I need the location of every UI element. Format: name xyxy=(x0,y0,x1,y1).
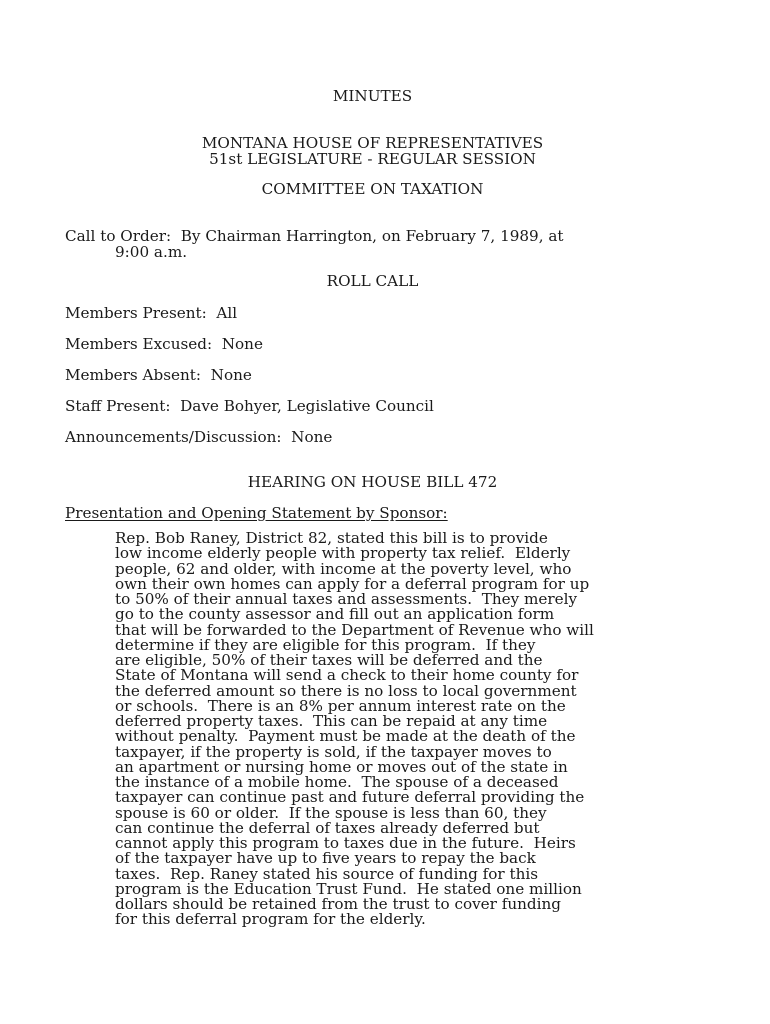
paragraph-line: program is the Education Trust Fund. He stated one million xyxy=(115,879,582,898)
paragraph-line: people, 62 and older, with income at the poverty level, who xyxy=(115,559,572,578)
paragraph-line: to 50% of their annual taxes and assessments. They merely xyxy=(115,590,578,608)
paragraph-line: taxpayer, if the property is sold, if the taxpayer moves to xyxy=(115,742,552,761)
members-absent: Members Absent: None xyxy=(65,366,252,384)
members-excused: Members Excused: None xyxy=(65,335,263,353)
committee-name: COMMITTEE ON TAXATION xyxy=(261,180,484,198)
hearing-heading: HEARING ON HOUSE BILL 472 xyxy=(247,473,498,491)
house-name: MONTANA HOUSE OF REPRESENTATIVES xyxy=(201,134,544,152)
announcements-discussion: Announcements/Discussion: None xyxy=(65,428,333,446)
paragraph-line: dollars should be retained from the trust to cover funding xyxy=(115,895,562,913)
paragraph-line: can continue the deferral of taxes already deferred but xyxy=(115,818,540,837)
paragraph-line: determine if they are eligible for this program. If they xyxy=(115,635,536,654)
paragraph-line: an apartment or nursing home or moves out of the state in xyxy=(115,757,568,776)
sponsor-statement-heading: Presentation and Opening Statement by Sponsor: xyxy=(65,504,448,522)
sponsor-statement-paragraph xyxy=(115,531,695,928)
members-present: Members Present: All xyxy=(65,304,238,322)
paragraph-line: the deferred amount so there is no loss to local government xyxy=(115,681,577,700)
paragraph-line: own their own homes can apply for a deferral program for up xyxy=(115,574,590,593)
session-name: 51st LEGISLATURE - REGULAR SESSION xyxy=(209,150,536,168)
roll-call-heading: ROLL CALL xyxy=(326,272,419,290)
paragraph-line: spouse is 60 or older. If the spouse is less than 60, they xyxy=(115,803,547,822)
paragraph-line: go to the county assessor and fill out an application form xyxy=(115,605,555,624)
paragraph-line: taxpayer can continue past and future deferral providing the xyxy=(115,788,585,807)
paragraph-line: are eligible, 50% of their taxes will be deferred and the xyxy=(115,651,543,669)
paragraph-line: for this deferral program for the elderly. xyxy=(115,910,426,929)
paragraph-line: of the taxpayer have up to five years to repay the back xyxy=(115,849,536,868)
paragraph-line: Rep. Bob Raney, District 82, stated this bill is to provide xyxy=(115,529,548,547)
paragraph-line: the instance of a mobile home. The spouse of a deceased xyxy=(115,773,559,791)
staff-present: Staff Present: Dave Bohyer, Legislative Council xyxy=(65,397,434,415)
call-to-order-line-1: Call to Order: By Chairman Harrington, on February 7, 1989, at xyxy=(65,227,564,245)
paragraph-line: that will be forwarded to the Department of Revenue who will xyxy=(115,620,594,639)
paragraph-line: taxes. Rep. Raney stated his source of funding for this xyxy=(115,864,539,883)
paragraph-line: State of Montana will send a check to their home county for xyxy=(115,666,579,685)
paragraph-line: deferred property taxes. This can be repaid at any time xyxy=(115,712,548,730)
paragraph-line: low income elderly people with property tax relief. Elderly xyxy=(115,544,571,563)
paragraph-line: cannot apply this program to taxes due in the future. Heirs xyxy=(115,834,576,852)
paragraph-line: or schools. There is an 8% per annum interest rate on the xyxy=(115,696,566,715)
call-to-order-line-2: 9:00 a.m. xyxy=(115,243,188,261)
paragraph-line: without penalty. Payment must be made at the death of the xyxy=(115,727,576,746)
minutes-title: MINUTES xyxy=(332,87,413,105)
